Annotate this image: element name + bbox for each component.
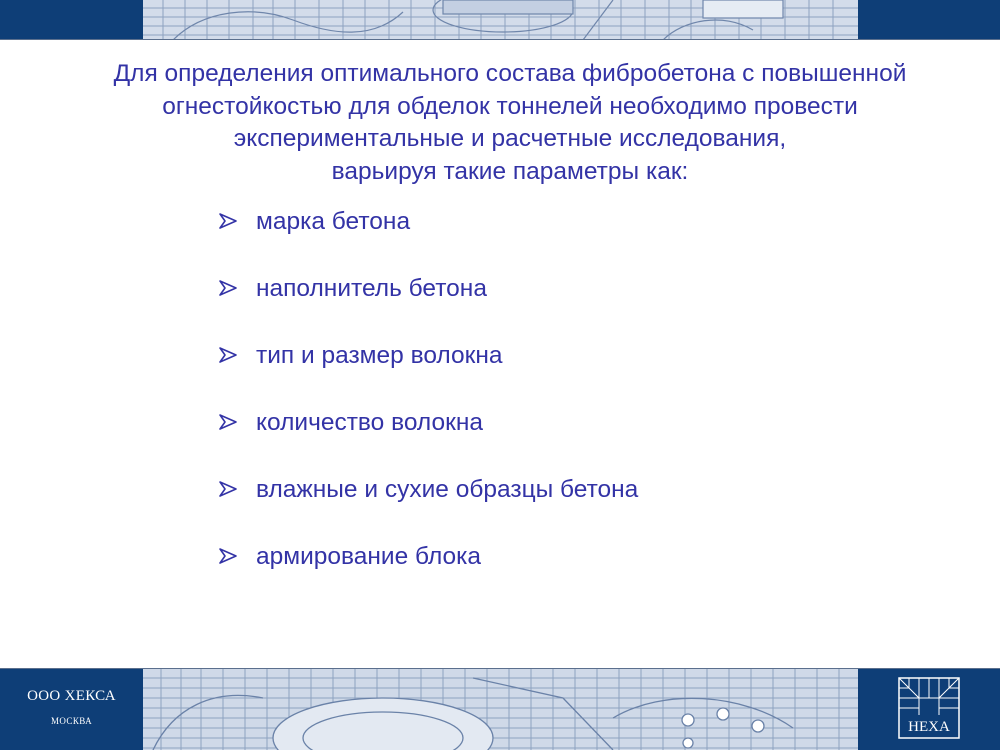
heading-line: огнестойкостью для обделок тоннелей необходимо провести: [162, 92, 858, 120]
parameter-label: влажные и сухие образцы бетона: [256, 476, 639, 503]
parameter-label: марка бетона: [256, 208, 411, 235]
parameter-label: армирование блока: [256, 543, 482, 570]
arrowhead-bullet-icon: [218, 345, 238, 365]
heading-line: экспериментальные и расчетные исследования,: [233, 125, 787, 152]
top-mesh-image: [143, 0, 858, 40]
top-banner: [0, 0, 1000, 40]
parameter-label: наполнитель бетона: [256, 275, 487, 302]
slide-heading: [40, 58, 980, 188]
bottom-banner: [0, 668, 1000, 750]
company-city: МОСКВА: [51, 716, 92, 726]
heading-line: Для определения оптимального состава фибробетона с повышенной: [113, 60, 907, 87]
parameter-label: количество волокна: [256, 409, 483, 436]
bottom-mesh-image: [143, 668, 858, 750]
arrowhead-bullet-icon: [218, 211, 238, 231]
company-name: ООО ХЕКСА: [27, 688, 116, 704]
bottom-banner-left-block: [0, 668, 143, 750]
arrowhead-bullet-icon: [218, 479, 238, 499]
heading-line: варьируя такие параметры как:: [331, 157, 689, 185]
top-divider: [0, 39, 1000, 40]
bottom-divider: [0, 668, 1000, 669]
top-banner-right-block: [858, 0, 1000, 40]
top-banner-left-block: [0, 0, 143, 40]
logo-text: HEXA: [908, 719, 950, 735]
arrowhead-bullet-icon: [218, 278, 238, 298]
parameter-label: тип и размер волокна: [256, 342, 503, 369]
arrowhead-bullet-icon: [218, 412, 238, 432]
arrowhead-bullet-icon: [218, 546, 238, 566]
